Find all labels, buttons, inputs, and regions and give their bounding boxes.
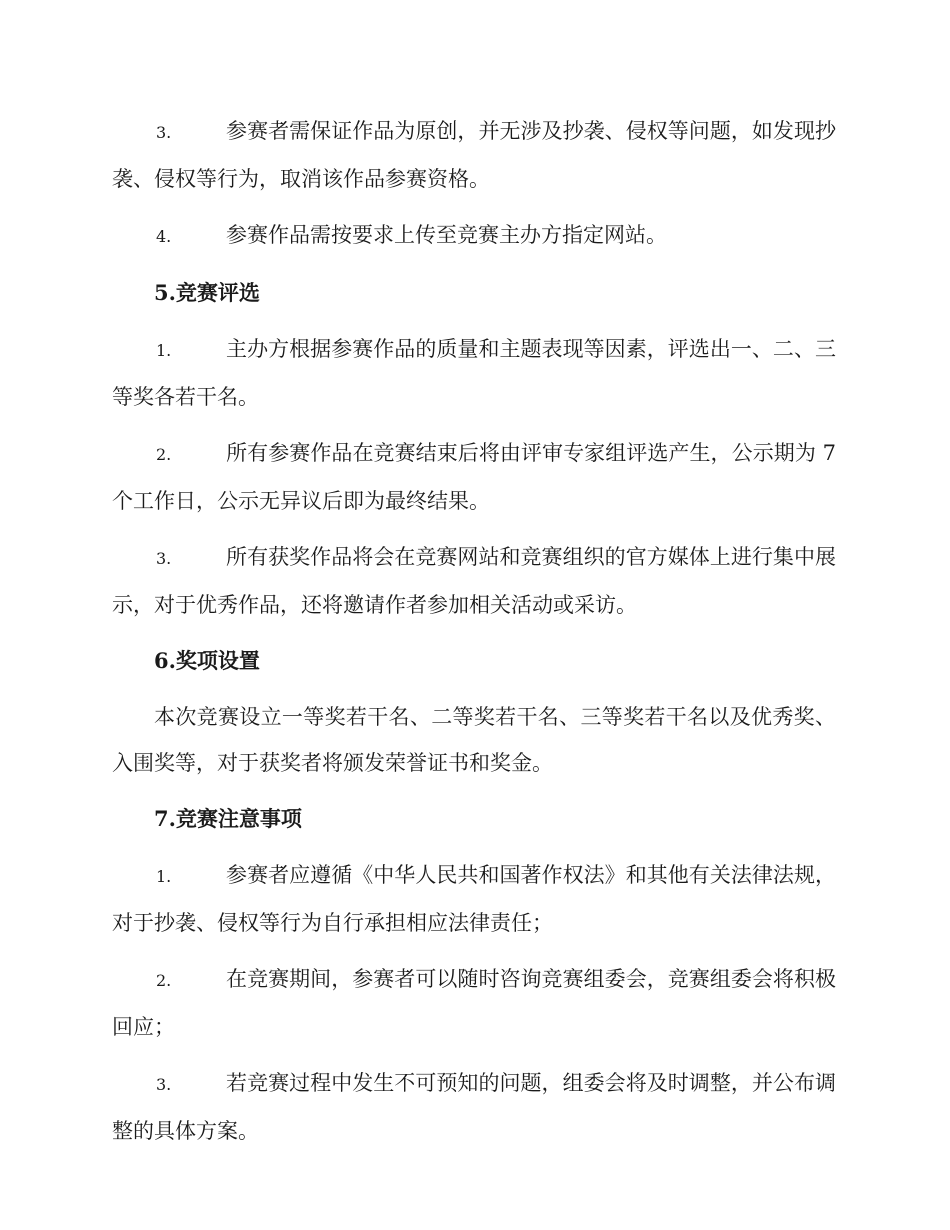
list-item	[112, 956, 836, 1050]
list-item	[112, 108, 836, 202]
item-text: 主办方根据参赛作品的质量和主题表现等因素，评选出一、二、三等奖各若干名。	[112, 337, 836, 409]
item-number: 2.	[156, 971, 172, 990]
item-number: 3.	[156, 549, 172, 568]
list-item	[112, 1060, 836, 1154]
item-number: 4.	[156, 227, 172, 246]
list-item	[112, 326, 836, 420]
item-number: 3.	[156, 123, 172, 142]
item-number: 1.	[156, 867, 172, 886]
list-item	[112, 852, 836, 946]
item-text: 所有参赛作品在竞赛结束后将由评审专家组评选产生，公示期为 7 个工作日，公示无异议后即为最终结果。	[112, 441, 836, 513]
item-number: 3.	[156, 1075, 172, 1094]
section-heading: 6.奖项设置	[154, 648, 260, 673]
item-number: 2.	[156, 445, 172, 464]
item-text: 在竞赛期间，参赛者可以随时咨询竞赛组委会，竞赛组委会将积极回应；	[112, 967, 836, 1039]
section-heading: 7.竞赛注意事项	[154, 806, 302, 831]
item-text: 参赛者应遵循《中华人民共和国著作权法》和其他有关法律法规，对于抄袭、侵权等行为自行承担相应法律责任；	[112, 863, 836, 935]
body-paragraph: 本次竞赛设立一等奖若干名、二等奖若干名、三等奖若干名以及优秀奖、入围奖等，对于获奖者将颁发荣誉证书和奖金。	[112, 705, 836, 775]
item-text: 若竞赛过程中发生不可预知的问题，组委会将及时调整，并公布调整的具体方案。	[112, 1071, 836, 1143]
document-content	[112, 108, 836, 1164]
list-item	[112, 534, 836, 628]
item-number: 1.	[156, 341, 172, 360]
item-text: 参赛者需保证作品为原创，并无涉及抄袭、侵权等问题，如发现抄袭、侵权等行为，取消该作品参赛资格。	[112, 119, 836, 191]
item-text: 所有获奖作品将会在竞赛网站和竞赛组织的官方媒体上进行集中展示，对于优秀作品，还将邀请作者参加相关活动或采访。	[112, 545, 836, 617]
item-text: 参赛作品需按要求上传至竞赛主办方指定网站。	[226, 223, 667, 247]
list-item	[112, 212, 836, 260]
section-heading: 5.竞赛评选	[154, 280, 260, 305]
list-item	[112, 430, 836, 524]
